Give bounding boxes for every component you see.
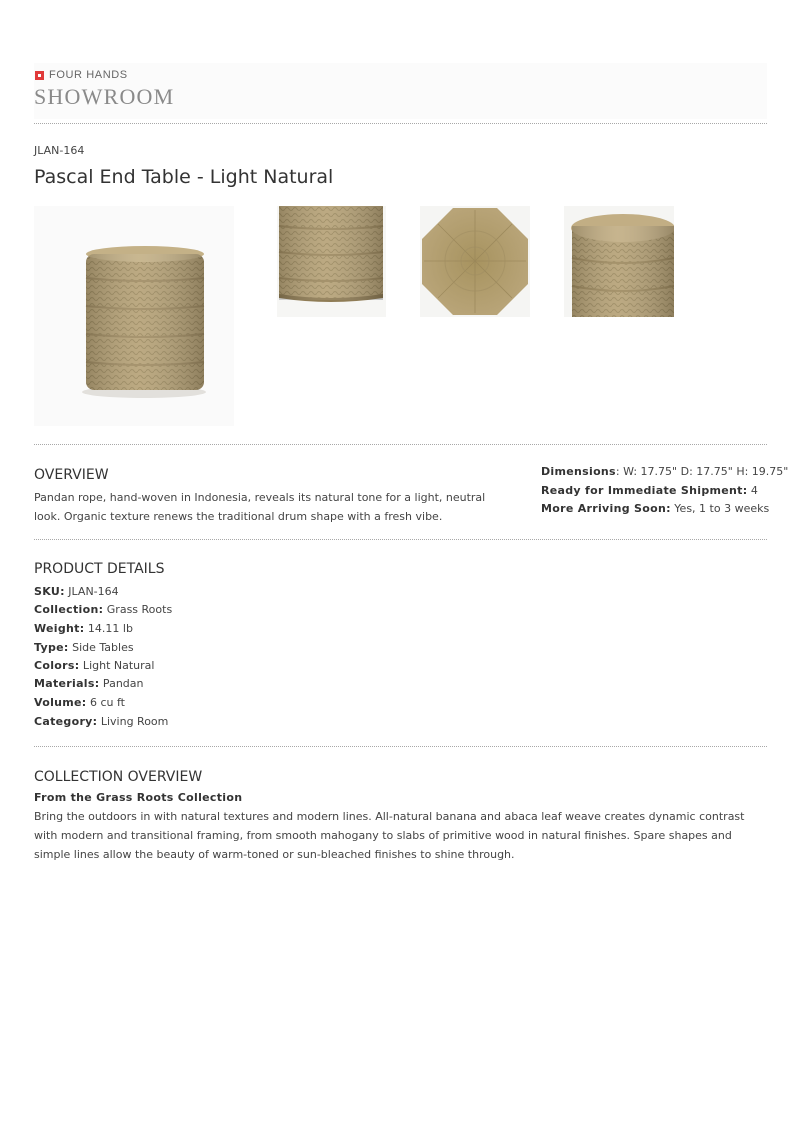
- divider: [34, 123, 767, 124]
- product-top-image[interactable]: [420, 206, 530, 317]
- spec-ready: [541, 484, 758, 497]
- brand-name: FOUR HANDS: [49, 69, 128, 81]
- detail-row: [34, 603, 172, 616]
- divider: [34, 746, 767, 747]
- detail-value: 14.11 lb: [84, 622, 133, 635]
- detail-label: Materials:: [34, 677, 100, 690]
- spec-dimensions: [541, 465, 788, 478]
- detail-row: [34, 715, 168, 728]
- overview-heading: OVERVIEW: [34, 467, 109, 483]
- detail-label: Collection:: [34, 603, 104, 616]
- divider: [34, 444, 767, 445]
- spec-ready-value: 4: [747, 484, 758, 497]
- detail-value: Pandan: [99, 677, 144, 690]
- detail-value: Living Room: [97, 715, 169, 728]
- brand-logo[interactable]: [35, 69, 128, 81]
- detail-row: [34, 696, 125, 709]
- detail-row: [34, 585, 119, 598]
- page-title: Pascal End Table - Light Natural: [34, 166, 334, 188]
- product-front-image[interactable]: [34, 206, 234, 426]
- product-sku: JLAN-164: [34, 144, 85, 157]
- divider: [34, 539, 767, 540]
- collection-subheading: From the Grass Roots Collection: [34, 791, 243, 804]
- spec-arriving-value: Yes, 1 to 3 weeks: [670, 502, 770, 515]
- detail-value: Grass Roots: [103, 603, 173, 616]
- spec-arriving-label: More Arriving Soon:: [541, 502, 671, 515]
- detail-label: Weight:: [34, 622, 85, 635]
- spec-dimensions-label: Dimensions: [541, 465, 616, 478]
- detail-value: JLAN-164: [64, 585, 119, 598]
- detail-value: Light Natural: [79, 659, 155, 672]
- details-heading: PRODUCT DETAILS: [34, 561, 165, 577]
- detail-row: [34, 641, 134, 654]
- detail-label: Type:: [34, 641, 69, 654]
- detail-label: SKU:: [34, 585, 65, 598]
- detail-label: Volume:: [34, 696, 87, 709]
- product-angle-image[interactable]: [564, 206, 674, 317]
- overview-text: Pandan rope, hand-woven in Indonesia, reveals its natural tone for a light, neutral look. Organic texture renews the traditional drum shape with a fresh vibe.: [34, 491, 486, 523]
- detail-value: Side Tables: [68, 641, 134, 654]
- collection-text: Bring the outdoors in with natural textures and modern lines. All-natural banana and abaca leaf weave creates dynamic contrast with modern and transitional framing, from smooth mahogany to slabs of primitive wood in natural finishes. Spare shapes and simple lines allow the beauty of warm-toned or sun-bleached finishes to shine through.: [34, 810, 745, 861]
- detail-row: [34, 677, 143, 690]
- product-detail-image[interactable]: [277, 206, 386, 317]
- detail-row: [34, 622, 133, 635]
- brand-subtitle: SHOWROOM: [34, 84, 175, 109]
- detail-label: Category:: [34, 715, 98, 728]
- detail-value: 6 cu ft: [86, 696, 125, 709]
- brand-square-icon: [35, 71, 44, 80]
- spec-arriving: [541, 502, 769, 515]
- spec-ready-label: Ready for Immediate Shipment:: [541, 484, 748, 497]
- spec-dimensions-value: : W: 17.75" D: 17.75" H: 19.75": [615, 465, 789, 478]
- collection-heading: COLLECTION OVERVIEW: [34, 769, 203, 785]
- detail-label: Colors:: [34, 659, 80, 672]
- detail-row: [34, 659, 154, 672]
